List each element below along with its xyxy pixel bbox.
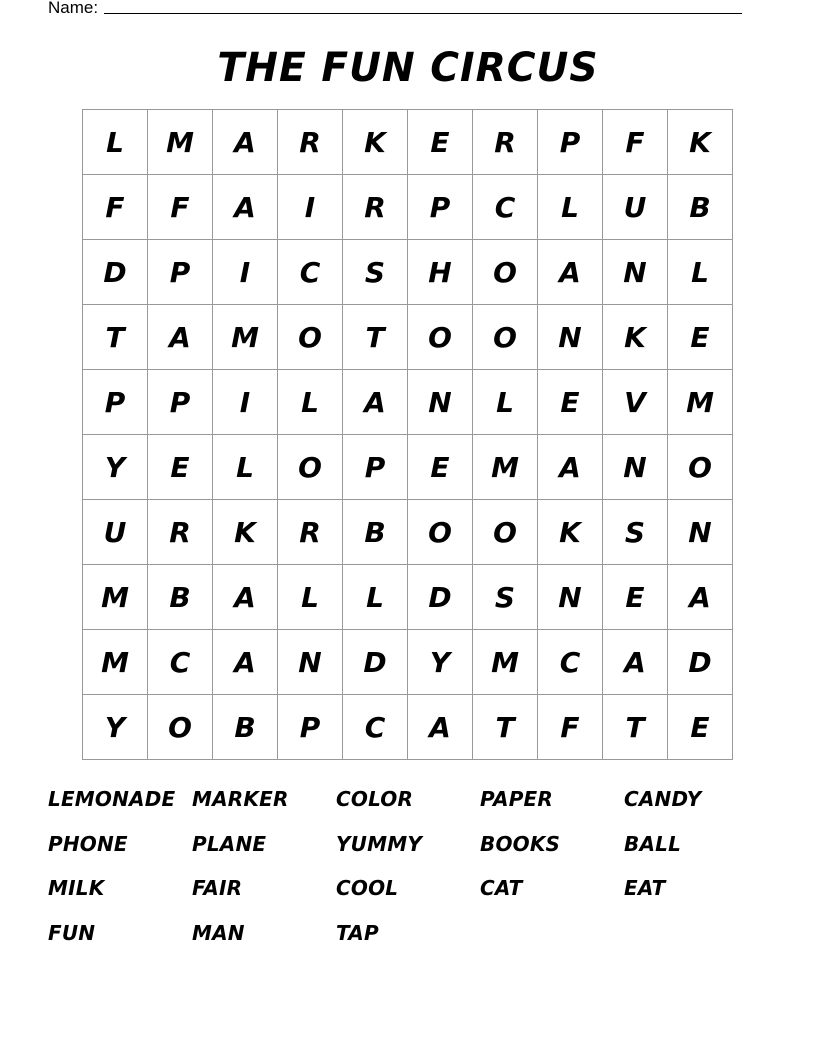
grid-cell[interactable]: L <box>668 240 733 305</box>
grid-cell[interactable]: U <box>83 500 148 565</box>
grid-cell[interactable]: D <box>343 630 408 695</box>
grid-cell[interactable]: P <box>278 695 343 760</box>
grid-cell[interactable]: B <box>668 175 733 240</box>
grid-cell[interactable]: S <box>473 565 538 630</box>
grid-cell[interactable]: N <box>538 565 603 630</box>
grid-cell[interactable]: F <box>538 695 603 760</box>
grid-cell[interactable]: S <box>603 500 668 565</box>
word-list-item: PLANE <box>192 831 267 856</box>
grid-cell[interactable]: P <box>538 110 603 175</box>
grid-cell[interactable]: O <box>148 695 213 760</box>
word-list-item: COLOR <box>336 787 414 811</box>
grid-cell[interactable]: H <box>408 240 473 305</box>
grid-cell[interactable]: A <box>213 565 278 630</box>
grid-cell[interactable]: M <box>83 565 148 630</box>
grid-cell[interactable]: L <box>473 370 538 435</box>
grid-cell[interactable]: A <box>213 110 278 175</box>
name-line <box>48 0 742 19</box>
grid-cell[interactable]: R <box>278 110 343 175</box>
grid-cell[interactable]: K <box>538 500 603 565</box>
grid-cell[interactable]: F <box>148 175 213 240</box>
grid-cell[interactable]: N <box>278 630 343 695</box>
grid-cell[interactable]: O <box>278 305 343 370</box>
grid-cell[interactable]: F <box>603 110 668 175</box>
grid-cell[interactable]: D <box>668 630 733 695</box>
grid-cell[interactable]: L <box>278 370 343 435</box>
word-list-item: COOL <box>336 876 399 900</box>
grid-cell[interactable]: N <box>603 435 668 500</box>
grid-cell[interactable]: A <box>538 240 603 305</box>
grid-cell[interactable]: M <box>148 110 213 175</box>
grid-cell[interactable]: R <box>473 110 538 175</box>
word-list-item: MARKER <box>192 787 289 811</box>
grid-cell[interactable]: Y <box>408 630 473 695</box>
grid-cell[interactable]: L <box>278 565 343 630</box>
grid-cell[interactable]: O <box>278 435 343 500</box>
grid-cell[interactable]: L <box>343 565 408 630</box>
grid-cell[interactable]: K <box>603 305 668 370</box>
word-list-item: PHONE <box>48 831 128 856</box>
grid-cell[interactable]: I <box>213 370 278 435</box>
word-list-item: EAT <box>624 876 666 900</box>
grid-cell[interactable]: B <box>148 565 213 630</box>
grid-cell[interactable]: O <box>473 500 538 565</box>
grid-cell[interactable]: M <box>83 630 148 695</box>
grid-cell[interactable]: P <box>148 370 213 435</box>
grid-cell[interactable]: N <box>603 240 668 305</box>
grid-cell[interactable]: I <box>278 175 343 240</box>
grid-cell[interactable]: A <box>408 695 473 760</box>
grid-cell[interactable]: O <box>473 240 538 305</box>
grid-cell[interactable]: K <box>213 500 278 565</box>
grid-cell[interactable]: D <box>83 240 148 305</box>
grid-cell[interactable]: M <box>668 370 733 435</box>
grid-cell[interactable]: M <box>213 305 278 370</box>
grid-cell[interactable]: O <box>473 305 538 370</box>
grid-cell[interactable]: L <box>538 175 603 240</box>
grid-cell[interactable]: Y <box>83 435 148 500</box>
grid-cell[interactable]: M <box>473 435 538 500</box>
grid-cell[interactable]: T <box>603 695 668 760</box>
word-list-item: CAT <box>480 876 523 900</box>
grid-cell[interactable]: C <box>473 175 538 240</box>
grid-cell[interactable]: P <box>148 240 213 305</box>
grid-cell[interactable]: O <box>408 500 473 565</box>
word-list-item: BOOKS <box>480 831 561 856</box>
word-list-item: TAP <box>336 921 379 945</box>
grid-cell[interactable]: A <box>538 435 603 500</box>
grid-cell[interactable]: C <box>343 695 408 760</box>
word-list-item: FUN <box>48 921 96 945</box>
grid-cell[interactable]: B <box>343 500 408 565</box>
grid-cell[interactable]: N <box>668 500 733 565</box>
word-search-grid <box>82 109 733 760</box>
grid-cell[interactable]: R <box>148 500 213 565</box>
grid-cell[interactable]: I <box>213 240 278 305</box>
grid-cell[interactable]: A <box>668 565 733 630</box>
grid-cell[interactable]: R <box>343 175 408 240</box>
word-list-item: CANDY <box>624 787 702 811</box>
grid-cell[interactable]: K <box>343 110 408 175</box>
grid-cell[interactable]: L <box>213 435 278 500</box>
page-title: THE FUN CIRCUS <box>217 45 599 91</box>
grid-cell[interactable]: T <box>343 305 408 370</box>
grid-cell[interactable]: P <box>408 175 473 240</box>
grid-cell[interactable]: O <box>668 435 733 500</box>
grid-cell[interactable]: N <box>538 305 603 370</box>
grid-cell[interactable]: U <box>603 175 668 240</box>
grid-cell[interactable]: A <box>213 175 278 240</box>
grid-cell[interactable]: A <box>148 305 213 370</box>
grid-cell[interactable]: O <box>408 305 473 370</box>
name-label: Name: <box>48 0 99 17</box>
grid-cell[interactable]: C <box>538 630 603 695</box>
grid-cell[interactable]: E <box>668 695 733 760</box>
grid-cell[interactable]: C <box>278 240 343 305</box>
name-field[interactable] <box>104 0 742 14</box>
grid-cell[interactable]: A <box>603 630 668 695</box>
grid-cell[interactable]: D <box>408 565 473 630</box>
word-list-item: MAN <box>192 921 245 945</box>
grid-cell[interactable]: P <box>343 435 408 500</box>
word-list-item: BALL <box>624 831 682 856</box>
grid-cell[interactable]: L <box>83 110 148 175</box>
grid-cell[interactable]: F <box>83 175 148 240</box>
grid-cell[interactable]: Y <box>83 695 148 760</box>
grid-cell[interactable]: E <box>538 370 603 435</box>
grid-cell[interactable]: C <box>148 630 213 695</box>
grid-cell[interactable]: E <box>408 110 473 175</box>
grid-cell[interactable]: A <box>213 630 278 695</box>
grid-cell[interactable]: T <box>473 695 538 760</box>
grid-cell[interactable]: E <box>408 435 473 500</box>
grid-cell[interactable]: B <box>213 695 278 760</box>
grid-cell[interactable]: N <box>408 370 473 435</box>
grid-cell[interactable]: T <box>83 305 148 370</box>
word-list-item: PAPER <box>480 787 554 811</box>
word-list-item: FAIR <box>192 876 243 900</box>
word-list-item: LEMONADE <box>48 787 176 811</box>
grid-cell[interactable]: E <box>148 435 213 500</box>
grid-cell[interactable]: K <box>668 110 733 175</box>
grid-cell[interactable]: M <box>473 630 538 695</box>
grid-cell[interactable]: S <box>343 240 408 305</box>
grid-cell[interactable]: R <box>278 500 343 565</box>
word-list-item: MILK <box>48 876 105 900</box>
grid-cell[interactable]: E <box>668 305 733 370</box>
word-list-item: YUMMY <box>336 831 423 856</box>
grid-cell[interactable]: A <box>343 370 408 435</box>
grid-cell[interactable]: V <box>603 370 668 435</box>
grid-cell[interactable]: E <box>603 565 668 630</box>
grid-cell[interactable]: P <box>83 370 148 435</box>
